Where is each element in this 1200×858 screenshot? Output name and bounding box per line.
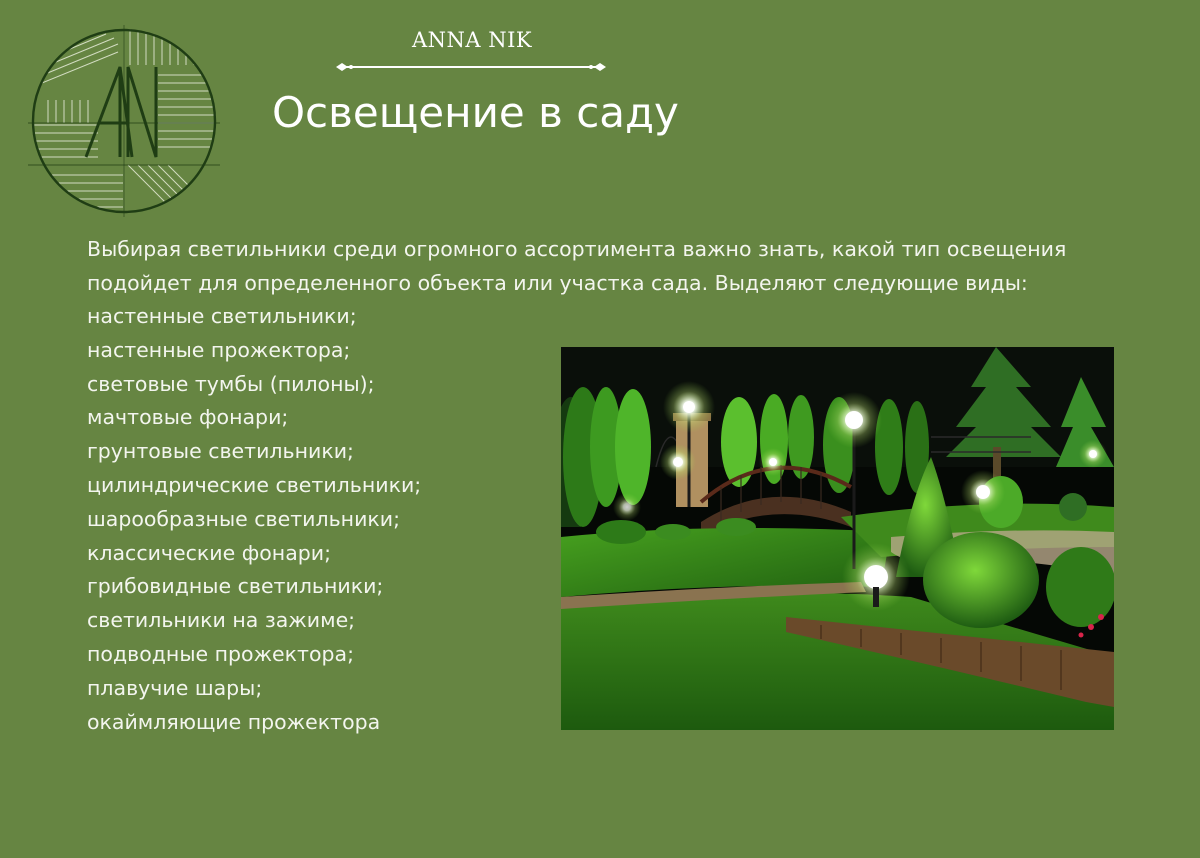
- list-item: подводные прожектора;: [87, 641, 355, 666]
- list-item: грибовидные светильники;: [87, 574, 384, 599]
- list-item: плавучие шары;: [87, 675, 263, 700]
- garden-night-lighting-photo: [561, 347, 1114, 730]
- lighting-types-list: [87, 300, 421, 739]
- page-title: Освещение в саду: [272, 88, 679, 137]
- list-item: грунтовые светильники;: [87, 439, 354, 464]
- list-item: мачтовые фонари;: [87, 405, 289, 430]
- list-item: классические фонари;: [87, 540, 332, 565]
- title-divider: [334, 59, 608, 75]
- list-item: световые тумбы (пилоны);: [87, 371, 375, 396]
- intro-paragraph: Выбирая светильники среди огромного ассортимента важно знать, какой тип освещения подойдет для определенного объекта или участка сада. Выделяют следующие виды:: [87, 237, 1067, 295]
- list-item: настенные светильники;: [87, 304, 357, 328]
- list-item: светильники на зажиме;: [87, 608, 356, 633]
- list-item: цилиндрические светильники;: [87, 472, 422, 497]
- list-item: шарообразные светильники;: [87, 506, 401, 531]
- anna-nik-logo: [28, 25, 220, 217]
- list-item: окаймляющие прожектора: [87, 709, 381, 734]
- list-item: настенные прожектора;: [87, 337, 351, 362]
- brand-name: ANNA NIK: [411, 28, 533, 52]
